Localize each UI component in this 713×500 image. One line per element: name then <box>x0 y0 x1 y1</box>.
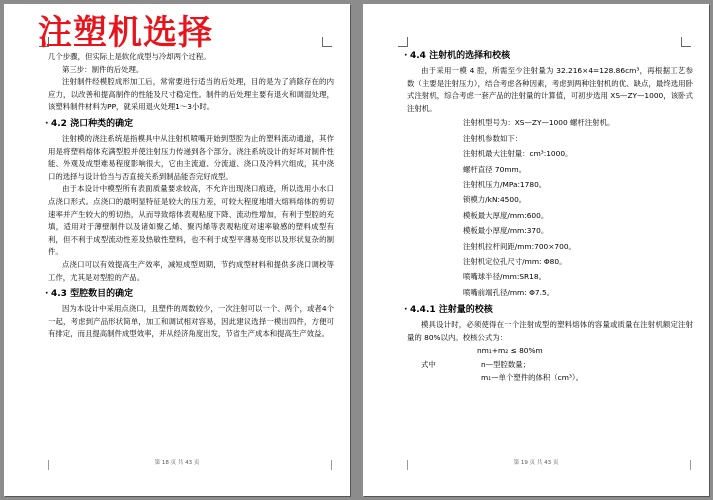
definition-label-spacer <box>407 371 481 385</box>
document-page-right <box>363 4 709 496</box>
paragraph: 点浇口可以有效提高生产效率，减短成型周期，节约成型材料和提供多浇口调校等工作，尤其是对型腔的产品。 <box>48 259 334 282</box>
spec-list <box>463 115 693 300</box>
paragraph: 注射模的浇注系统是指模具中从注射机喷嘴开始到型腔为止的塑料流动通道，其作用是将塑料熔体充满型腔并使注射压力传递到各个部分。浇注系统设计的好坏对制件性能、外观及成型难易程度影响很大，它由主流道、分流道、浇口及冷料穴组成，其中浇口的选择与设计恰当与否直接关系到制品能否完好成型。 <box>48 133 334 181</box>
spec-item: 注射机参数如下： <box>463 133 523 143</box>
paragraph: 几个步骤，但实际上是软化成型与冷却两个过程。 <box>48 52 211 61</box>
bullet-icon: · <box>45 289 49 300</box>
spec-item: 喷嘴球半径/mm:SR18。 <box>463 272 546 282</box>
left-page-body[interactable] <box>45 51 334 341</box>
banner-title: 注塑机选择 <box>38 13 213 53</box>
spec-item: 注射机最大注射量：cm³:1000。 <box>463 149 573 159</box>
spec-item: 螺杆直径 70mm。 <box>463 164 527 174</box>
bullet-icon: · <box>404 51 408 61</box>
spec-item: 模板最大厚度/mm:600。 <box>463 210 549 220</box>
section-heading: · 4.4 注射机的选择和校核 <box>404 51 511 61</box>
bullet-icon: · <box>404 305 408 316</box>
paragraph: 由于采用一模 4 腔，所需至少注射量为 32.216×4=128.86cm³，再根据工艺参数（主要是注射压力），结合考虑各种因素，考虑到两种注射机的优、缺点，最终选用卧式注射机，综合考虑一套产品的注射量的计算值，可初步选用 XS—ZY—1000，该卧式注射机。 <box>407 66 693 113</box>
page-number-footer: 第 19 页 共 43 页 <box>513 460 559 466</box>
spec-item: 锁模力/kN:4500。 <box>463 195 527 205</box>
formula: nm₁+m₂ ≤ 80%m <box>477 346 543 356</box>
section-heading: · 4.2 浇口种类的确定 <box>45 118 134 129</box>
definition-text: n—型腔数量； <box>481 359 531 369</box>
spec-item: 模板最小厚度/mm:370。 <box>463 226 549 236</box>
spec-item: 注射机型号为：XS—ZY—1000 螺杆注射机。 <box>463 118 615 128</box>
spec-item: 注射机拉杆间距/mm:700×700。 <box>463 241 576 251</box>
definition-row <box>407 358 693 372</box>
bullet-icon: · <box>45 118 49 129</box>
definition-text: m₁—单个塑件的体积（cm³）。 <box>481 373 583 383</box>
definition-label: 式中 <box>421 359 436 369</box>
spec-item: 喷嘴前端孔径/mm: Φ7.5。 <box>463 287 555 297</box>
page-number-footer: 第 18 页 共 43 页 <box>154 460 200 466</box>
document-page-left <box>4 4 350 496</box>
spec-item: 注射机定位孔尺寸/mm: Φ80。 <box>463 257 567 267</box>
right-page-body[interactable] <box>404 46 693 385</box>
spec-item: 注射机压力/MPa:1780。 <box>463 180 547 189</box>
section-heading: · 4.3 型腔数目的确定 <box>45 289 134 300</box>
definition-row <box>407 371 693 385</box>
paragraph: 第三步：制件的后处理。 <box>62 64 144 74</box>
paragraph: 因为本设计中采用点浇口，且塑件的周数较少，一次注射可以一个、两个，或者4个一起，考虑到产品形状简单，加工和调试相对容易，因此建议选择一模出四件，方便可有排定，而且提高制件成型效率，并从经济角度出发，节省生产成本和提高生产效益。 <box>48 304 334 339</box>
crop-mark <box>322 37 332 47</box>
section-heading: · 4.4.1 注射量的校核 <box>404 305 493 316</box>
paragraph: 模具设计时，必须使得在一个注射成型的塑料熔体的容量或质量在注射机额定注射量的 80%以内。校核公式为： <box>407 320 693 342</box>
paragraph: 由于本设计中模型所有表面质量要求较高，不允许出现浇口痕迹，所以选用小水口点浇口形式。点浇口的最明显特征是较大的压力差，可较大程度地增大熔料熔体的剪切速率并产生较大的剪切热，从而导致熔体表观粘度下降、流动性增加，有利于型腔的充填，适用对于薄壁制件以及诸如聚乙烯、聚丙烯等表观粘度对速率敏感的塑料成型有利，但不利于成型流动性差及热敏性塑料，也不利于成型平薄易变形以及形状复杂的制件。 <box>48 184 334 257</box>
paragraph: 注射制件经模腔成形加工后，常常要进行适当的后处理，目的是为了消除存在的内应力，以改善和提高制件的性能及尺寸稳定性。制件的后处理主要有退火和调湿处理，该塑料制件材料为PP，就采用退火处理1～3小时。 <box>48 77 334 112</box>
